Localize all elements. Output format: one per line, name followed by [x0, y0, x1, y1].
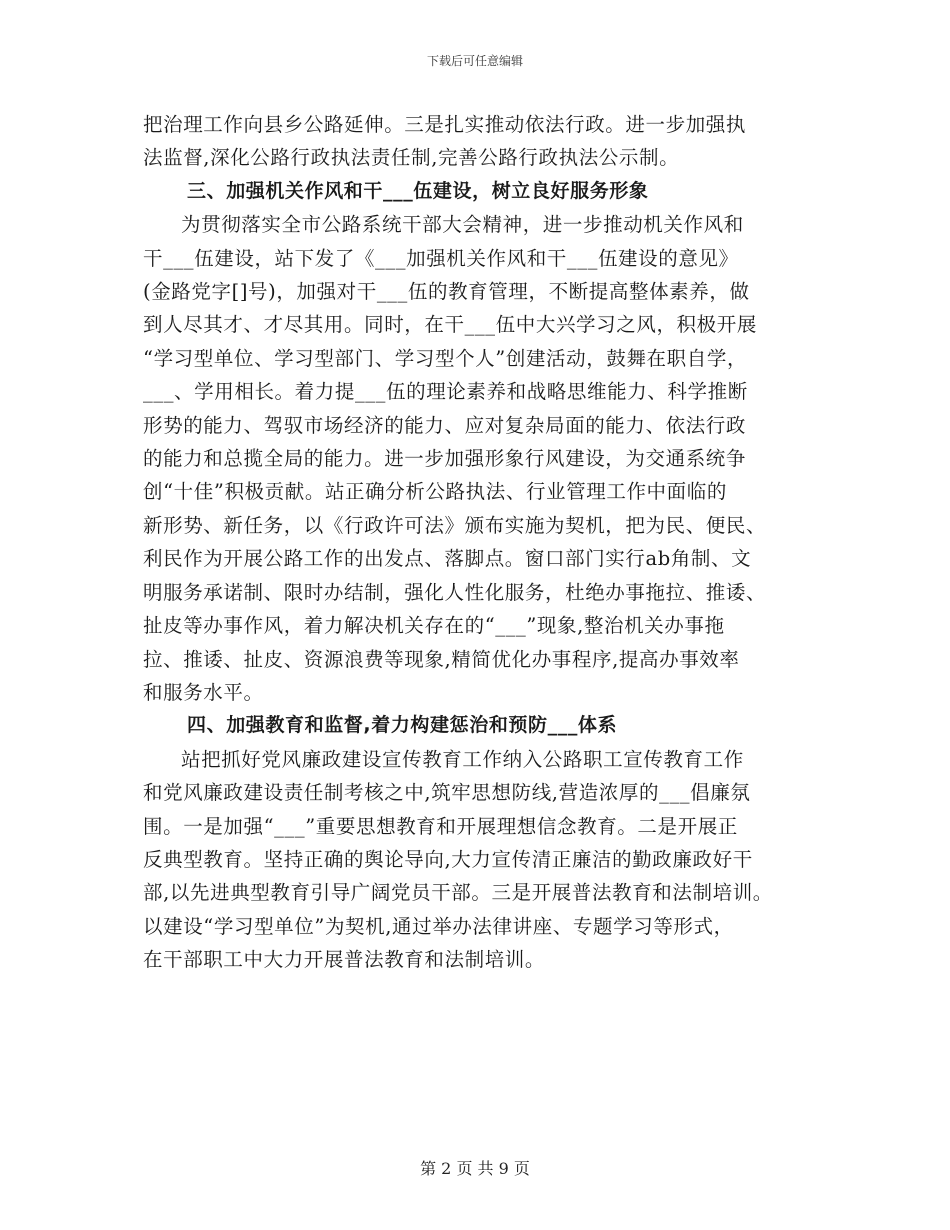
body-line: “学习型单位、学习型部门、学习型个人”创建活动，鼓舞在职自学，	[143, 346, 748, 370]
section-heading-3: 三、加强机关作风和干___伍建设，树立良好服务形象	[187, 179, 649, 202]
body-line: 明服务承诺制、限时办结制，强化人性化服务，杜绝办事拖拉、推诿、	[143, 580, 767, 604]
body-line: 围。一是加强“___”重要思想教育和开展理想信念教育。二是开展正	[143, 814, 738, 838]
body-line: 把治理工作向县乡公路延伸。三是扎实推动依法行政。进一步加强执	[143, 113, 747, 136]
paragraph-start: 站把抓好党风廉政建设宣传教育工作纳入公路职工宣传教育工作	[181, 747, 744, 771]
body-line: 和党风廉政建设责任制考核之中,筑牢思想防线,营造浓厚的___倡廉氛	[143, 781, 751, 805]
body-line: 到人尽其才、才尽其用。同时，在干___伍中大兴学习之风，积极开展	[143, 313, 757, 337]
body-line: 扯皮等办事作风，着力解决机关存在的“___”现象,整治机关办事拖	[143, 614, 725, 638]
body-line: 在干部职工中大力开展普法教育和法制培训。	[143, 948, 546, 972]
body-line: 的能力和总揽全局的能力。进一步加强形象行风建设，为交通系统争	[143, 447, 747, 471]
body-line: 形势的能力、驾驭市场经济的能力、应对复杂局面的能力、依法行政	[143, 413, 747, 437]
body-line: 部,以先进典型教育引导广阔党员干部。三是开展普法教育和法制培训。	[143, 881, 773, 905]
body-line: 法监督,深化公路行政执法责任制,完善公路行政执法公示制。	[143, 146, 680, 170]
body-line: 以建设“学习型单位”为契机,通过举办法律讲座、专题学习等形式，	[143, 914, 734, 938]
body-line: 反典型教育。坚持正确的舆论导向,大力宣传清正廉洁的勤政廉政好干	[143, 847, 753, 871]
body-line: ___、学用相长。着力提___伍的理论素养和战略思维能力、科学推断	[143, 380, 748, 404]
page-header-note: 下载后可任意编辑	[426, 54, 523, 68]
paragraph-start: 为贯彻落实全市公路系统干部大会精神，进一步推动机关作风和	[181, 213, 744, 237]
section-heading-4: 四、加强教育和监督,着力构建惩治和预防___体系	[187, 714, 618, 737]
page-number: 第 2 页 共 9 页	[420, 1159, 530, 1178]
body-line: 利民作为开展公路工作的出发点、落脚点。窗口部门实行ab角制、文	[143, 547, 752, 571]
body-line: 创“十佳”积极贡献。站正确分析公路执法、行业管理工作中面临的	[143, 480, 727, 504]
body-line: 和服务水平。	[143, 680, 264, 704]
body-line: 新形势、新任务，以《行政许可法》颁布实施为契机，把为民、便民、	[143, 513, 767, 537]
document-body	[143, 108, 823, 977]
body-line: 拉、推诿、扯皮、资源浪费等现象,精简优化办事程序,提高办事效率	[143, 647, 740, 671]
body-line: (金路党字[]号)，加强对干___伍的教育管理，不断提高整体素养，做	[143, 280, 750, 304]
body-line: 干___伍建设，站下发了《___加强机关作风和干___伍建设的意见》	[143, 246, 739, 270]
